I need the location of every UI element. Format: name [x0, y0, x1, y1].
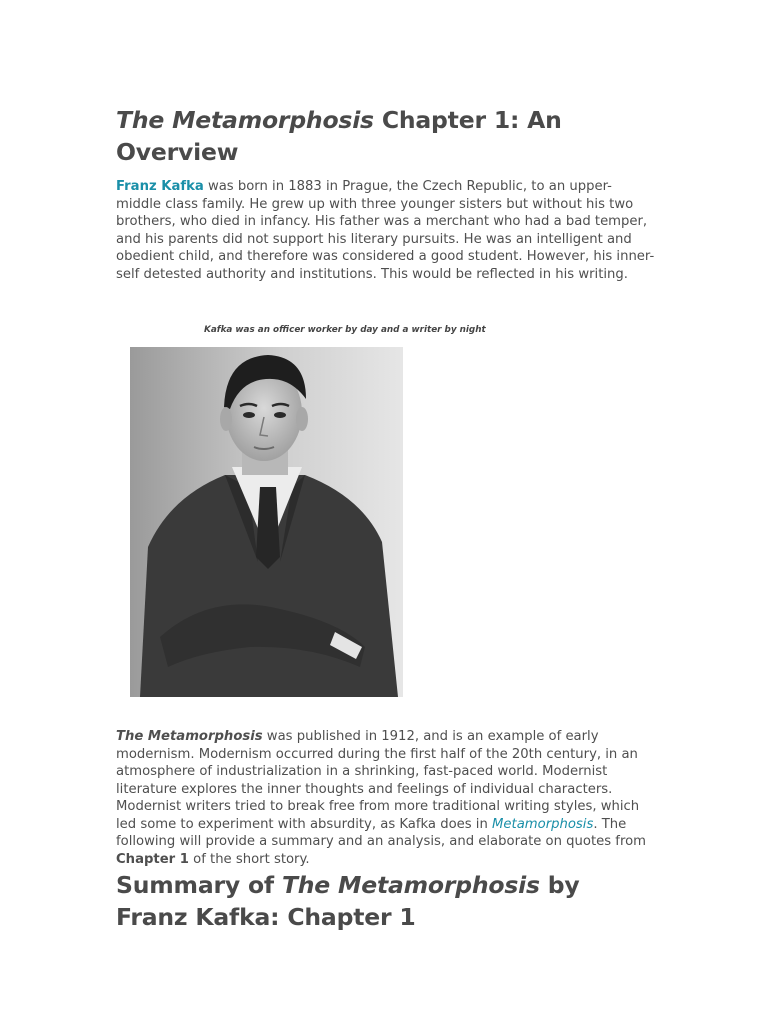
- modernism-paragraph: [116, 728, 656, 868]
- summary-heading-italic: The Metamorphosis: [281, 871, 540, 899]
- summary-heading-wrap: [116, 869, 656, 933]
- intro-paragraph: [116, 178, 656, 283]
- summary-heading: [116, 869, 656, 933]
- chapter-bold: Chapter 1: [116, 851, 189, 867]
- metamorphosis-link[interactable]: Metamorphosis: [492, 816, 594, 832]
- author-link[interactable]: Franz Kafka: [116, 179, 204, 194]
- intro-text: was born in 1883 in Prague, the Czech Republic, to an upper-middle class family. He grew up with three younger sisters but without his two brothers, who died in infancy. His father was a merchant who had a bad temper, and his parents did not support his literary pursuits. He was an intelligent and obedient child, and therefore was considered a good student. However, his inner-self detested authority and institutions. This would be reflected in his writing.: [116, 179, 655, 282]
- paragraph-text-a: was published in 1912, and is an example of early modernism. Modernism occurred during the first half of the 20th century, in an atmosphere of industrialization in a shrinking, fast-paced world. Modernist literature explores the inner thoughts and feelings of individual characters. Modernist writers tried to break free from more traditional writing styles, which led some to experiment with absurdity, as Kafka does in: [116, 729, 640, 832]
- title-italic: The Metamorphosis: [116, 106, 374, 134]
- paragraph-text-c: of the short story.: [188, 851, 310, 867]
- paragraph-text-b: . The following will provide a summary and an analysis, and elaborate on quotes from: [116, 816, 646, 849]
- kafka-portrait-photo: [130, 347, 403, 697]
- article-top: [116, 104, 656, 283]
- figure-caption: Kafka was an officer worker by day and a writer by night: [204, 325, 486, 335]
- summary-heading-post: by Franz Kafka: Chapter 1: [116, 871, 580, 931]
- summary-heading-pre: Summary of: [116, 871, 282, 899]
- title-rest: Chapter 1: An Overview: [116, 106, 562, 166]
- page-title: [116, 104, 656, 168]
- paragraph-lead-italic: The Metamorphosis: [116, 729, 263, 744]
